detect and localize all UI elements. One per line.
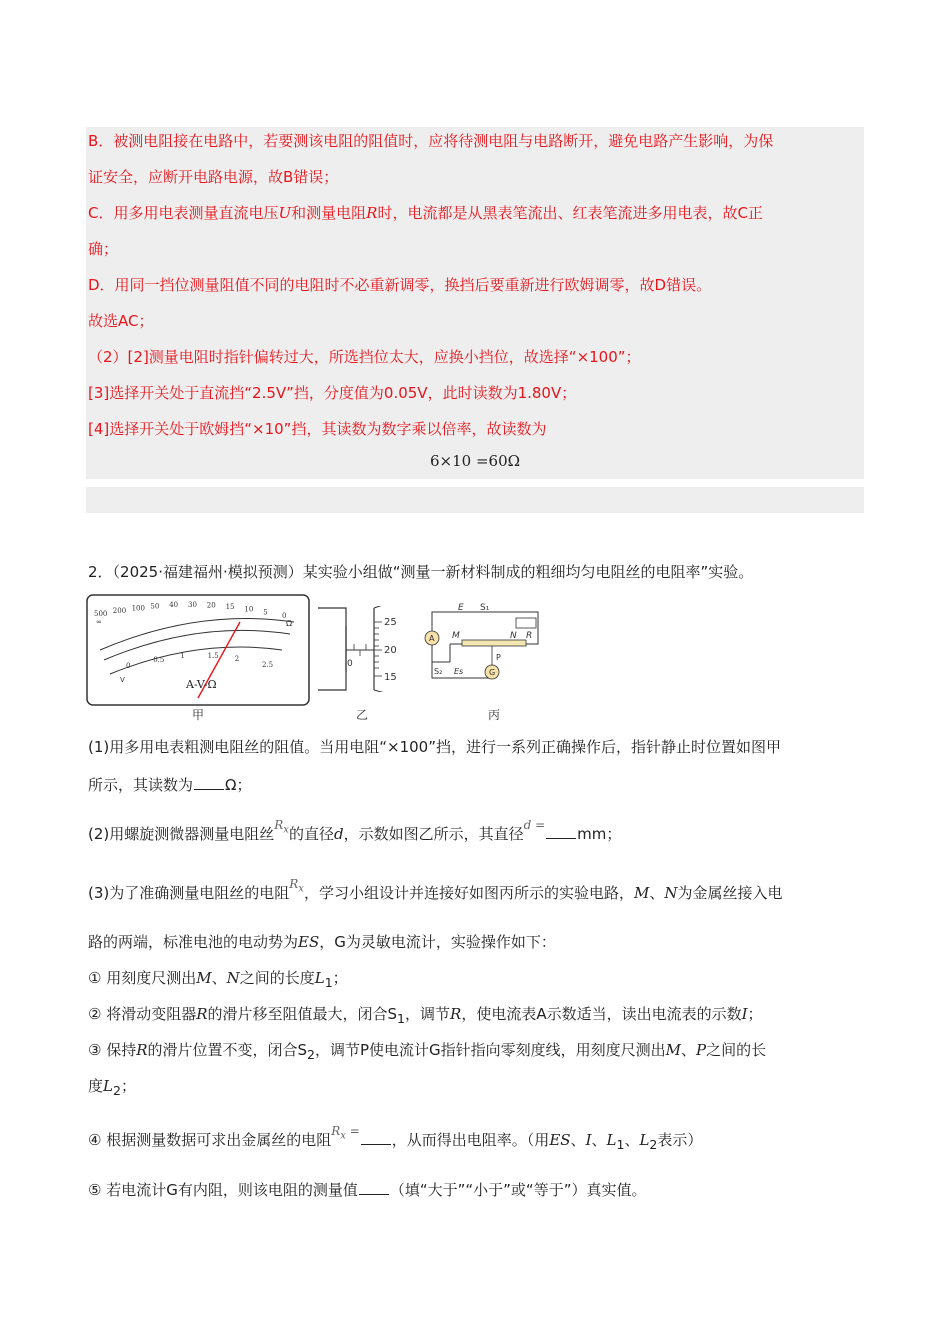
dc-tick-3: 1.5 (207, 651, 219, 660)
step-5: ⑤ 若电流计G有内阻，则该电阻的测量值 （填“大于”“小于”或“等于”）真实值。 (88, 1178, 646, 1200)
answer-blank-q4[interactable] (361, 1128, 391, 1145)
answer-d-line: D．用同一挡位测量阻值不同的电阻时不必重新调零，换挡后要重新进行欧姆调零，故D错误。 (88, 276, 712, 294)
step-4: ④ 根据测量数据可求出金属丝的电阻$^{R_x =}$ ，从而得出电阻率。（用ES、I、$L_1$、$L_2$表示） (88, 1124, 703, 1152)
answer-formula: 6×10 =60Ω (430, 452, 521, 470)
caption-jia: 甲 (192, 708, 205, 722)
label-R: R (526, 631, 533, 641)
symbol-rx: Rx = (331, 1124, 360, 1142)
answer-part3: [3]选择开关处于直流挡“2.5V”挡，分度值为0.05V，此时读数为1.80V； (88, 384, 577, 402)
q1-line1: (1)用多用电表粗测电阻丝的阻值。当用电阻“×100”挡，进行一系列正确操作后，指针静止时位置如图甲 (88, 738, 781, 756)
answer-choice: 故选AC； (88, 312, 154, 330)
dc-tick-1: 0.5 (153, 655, 165, 664)
thimble-label-20: 20 (384, 645, 397, 656)
answer-blank-q2[interactable] (546, 822, 576, 839)
rheostat (516, 618, 536, 628)
thimble-label-15: 15 (384, 672, 397, 683)
answer-blank-q1[interactable] (194, 773, 224, 790)
circuit-figure (420, 598, 550, 702)
answer-b-line1: B．被测电阻接在电路中，若要测该电阻的阻值时，应将待测电阻与电路断开，避免电路产生影响，为保 (88, 132, 774, 150)
ohm-tick-6: 20 (206, 601, 216, 610)
meter-label: A-V-Ω (186, 678, 217, 691)
answer-c-line2: 确； (88, 240, 119, 258)
answer-panel-footer (86, 487, 864, 513)
question-intro: 2．（2025·福建福州·模拟预测）某实验小组做“测量一新材料制成的粗细均匀电阻丝的电阻率”实验。 (88, 563, 754, 581)
micrometer-sleeve (318, 608, 346, 690)
thimble-ticks (374, 622, 382, 676)
ohm-tick-7: 15 (225, 603, 235, 612)
answer-part4: [4]选择开关处于欧姆挡“×10”挡，其读数为数字乘以倍率，故读数为 (88, 420, 547, 438)
symbol-rx: Rx (289, 877, 304, 895)
label-Es: Es (454, 667, 464, 676)
caption-bing: 丙 (488, 708, 501, 722)
step-3-cont: 度$L_2$； (88, 1077, 136, 1098)
label-N: N (510, 631, 517, 641)
label-P: P (496, 653, 501, 662)
micrometer-figure (316, 606, 406, 692)
ohm-tick-2: 100 (131, 604, 145, 613)
ohm-tick-10: 0 (282, 611, 287, 620)
thimble-label-25: 25 (384, 617, 397, 628)
caption-yi: 乙 (356, 708, 369, 722)
step-3: ③ 保持R的滑片位置不变，闭合$S_2$，调节P使电流计G指针指向零刻度线，用刻度尺测出M、P之间的长 (88, 1041, 767, 1062)
ohm-tick-3: 50 (150, 602, 160, 611)
dc-tick-2: 1 (180, 652, 185, 660)
ohm-tick-9: 5 (263, 608, 268, 617)
step-1: ① 用刻度尺测出M、N之间的长度$L_1$； (88, 969, 348, 990)
ohm-tick-5: 30 (188, 600, 197, 609)
answer-blank-q5[interactable] (359, 1178, 389, 1195)
multimeter-dial-figure (86, 594, 310, 706)
answer-b-line2: 证安全，应断开电路电源，故B错误； (88, 168, 339, 186)
label-E: E (458, 603, 464, 613)
ohm-tick-1: 200 (112, 607, 127, 616)
ohm-tick-4: 40 (169, 601, 179, 610)
symbol-rx: Rx (274, 818, 289, 836)
ohm-tick-8: 10 (244, 605, 254, 614)
label-S1: S₁ (480, 603, 490, 613)
answer-part2: （2）[2]测量电阻时指针偏转过大，所选挡位太大，应换小挡位，故选择“×100”； (88, 348, 641, 366)
q3-line1: (3)为了准确测量电阻丝的电阻$^{R_x}$，学习小组设计并连接好如图丙所示的实验电路，M、N为金属丝接入电 (88, 877, 783, 902)
ohm-unit-label: Ω (286, 619, 293, 628)
label-M: M (452, 631, 460, 641)
dc-tick-0: 0 (126, 662, 131, 670)
v-unit-label: V (120, 676, 125, 684)
label-S2: S₂ (434, 667, 443, 676)
ammeter-label: A (429, 634, 435, 643)
q2-line: (2)用螺旋测微器测量电阻丝$^{R_x}$的直径d，示数如图乙所示，其直径$^{d =}$ mm； (88, 818, 622, 843)
infinity-mark: ∞ (96, 618, 102, 626)
galvanometer-label: G (489, 668, 496, 677)
q1-line2: 所示，其读数为 Ω； (88, 773, 251, 795)
step-2: ② 将滑动变阻器R的滑片移至阻值最大，闭合$S_1$，调节R，使电流表A示数适当，读出电流表的示数I； (88, 1005, 763, 1026)
answer-c-line1: C．用多用电表测量直流电压U和测量电阻R时，电流都是从黑表笔流出、红表笔流进多用电表，故C正 (88, 204, 763, 222)
dc-tick-4: 2 (234, 655, 240, 664)
sleeve-label-0: 0 (347, 659, 353, 669)
dc-tick-5: 2.5 (262, 660, 274, 669)
ohm-tick-0: 500 (94, 610, 108, 618)
q3-line2: 路的两端，标准电池的电动势为ES，G为灵敏电流计，实验操作如下： (88, 933, 556, 951)
